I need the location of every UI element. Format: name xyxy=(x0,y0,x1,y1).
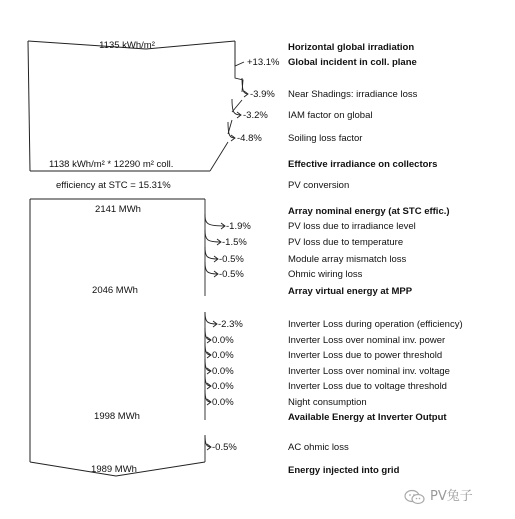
row-label: Inverter Loss due to power threshold xyxy=(288,350,443,361)
top-start-value: 1135 kWh/m² xyxy=(99,40,155,51)
top-end-value: 1138 kWh/m² * 12290 m² coll. xyxy=(49,159,174,170)
row-label: Available Energy at Inverter Output xyxy=(288,412,447,423)
row-label: Inverter Loss over nominal inv. voltage xyxy=(288,366,450,377)
row-value: -3.9% xyxy=(250,89,275,100)
flow-edge xyxy=(232,100,242,112)
row-value: -1.9% xyxy=(226,221,251,232)
bottom-inverter-value: 1998 MWh xyxy=(94,411,140,422)
row-value: -3.2% xyxy=(243,110,268,121)
row-label: Near Shadings: irradiance loss xyxy=(288,89,418,100)
watermark-text: PV兔子 xyxy=(430,489,473,504)
row-label: IAM factor on global xyxy=(288,110,373,121)
row-label: Ohmic wiring loss xyxy=(288,269,363,280)
conversion-label: PV conversion xyxy=(288,180,350,191)
wechat-icon xyxy=(404,489,426,505)
row-label: Array nominal energy (at STC effic.) xyxy=(288,206,450,217)
gain-arrow xyxy=(235,58,244,66)
row-value: 0.0% xyxy=(212,350,234,361)
flow-edge xyxy=(228,120,232,134)
row-value: 0.0% xyxy=(212,397,234,408)
row-value: 0.0% xyxy=(212,366,234,377)
watermark xyxy=(404,485,473,505)
row-label: Effective irradiance on collectors xyxy=(288,159,438,170)
row-label: Array virtual energy at MPP xyxy=(288,286,413,297)
row-label: Module array mismatch loss xyxy=(288,254,407,265)
bottom-flow-shape xyxy=(30,199,205,476)
top-flow-shape xyxy=(28,41,235,171)
bottom-mpp-value: 2046 MWh xyxy=(92,285,138,296)
row-value: -1.5% xyxy=(222,237,247,248)
row-label: Inverter Loss due to voltage threshold xyxy=(288,381,447,392)
bottom-start-value: 2141 MWh xyxy=(95,204,141,215)
row-label: Horizontal global irradiation xyxy=(288,42,415,53)
row-value: +13.1% xyxy=(247,57,280,68)
conversion-value: efficiency at STC = 15.31% xyxy=(56,180,171,191)
flow-edge xyxy=(210,142,228,171)
row-label: Inverter Loss during operation (efficiency) xyxy=(288,319,463,330)
row-value: -0.5% xyxy=(219,254,244,265)
row-value: 0.0% xyxy=(212,381,234,392)
row-label: Inverter Loss over nominal inv. power xyxy=(288,335,446,346)
row-value: -2.3% xyxy=(218,319,243,330)
row-label: AC ohmic loss xyxy=(288,442,349,453)
row-label: Night consumption xyxy=(288,397,367,408)
row-value: 0.0% xyxy=(212,335,234,346)
bottom-end-value: 1989 MWh xyxy=(91,464,137,475)
row-label: Energy injected into grid xyxy=(288,465,400,476)
row-label: Global incident in coll. plane xyxy=(288,57,417,68)
row-label: PV loss due to irradiance level xyxy=(288,221,416,232)
row-value: -4.8% xyxy=(237,133,262,144)
row-value: -0.5% xyxy=(212,442,237,453)
row-value: -0.5% xyxy=(219,269,244,280)
row-label: Soiling loss factor xyxy=(288,133,363,144)
row-label: PV loss due to temperature xyxy=(288,237,404,248)
